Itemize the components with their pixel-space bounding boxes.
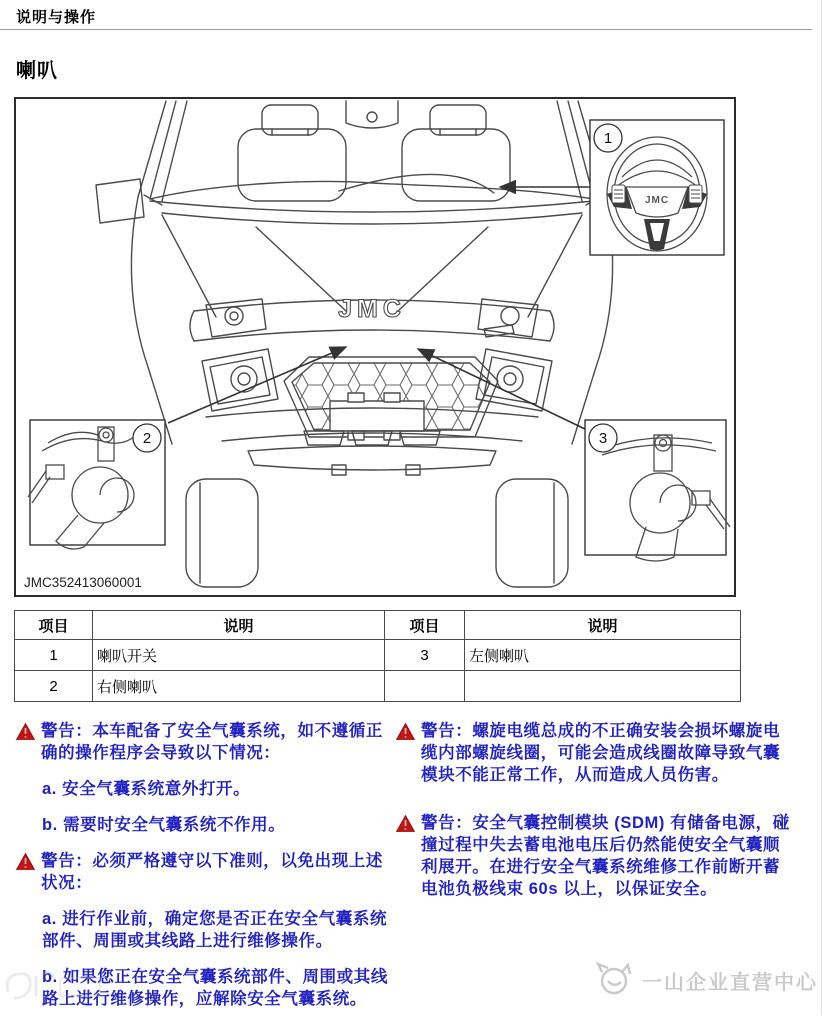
col-header-desc: 说明 <box>93 611 385 640</box>
item-desc: 喇叭开关 <box>93 640 385 671</box>
subitem-text: 进行作业前，确定您是否正在安全气囊系统部件、周围或其线路上进行维修操作。 <box>42 910 388 950</box>
warning-triangle-icon <box>396 815 415 832</box>
item-number: 1 <box>15 640 93 671</box>
legend-table <box>14 610 741 702</box>
warning-label: 警告： <box>421 722 473 740</box>
warning-label: 警告： <box>41 852 93 870</box>
warning-label: 警告： <box>41 722 93 740</box>
warning-text: 本车配备了安全气囊系统，如不遵循正确的操作程序会导致以下情况： <box>41 722 384 762</box>
brand-name: 一山企业直营中心 <box>642 971 818 994</box>
horn-location-figure <box>14 97 736 597</box>
item-desc: 右侧喇叭 <box>93 671 385 702</box>
warning-subitem <box>16 908 390 952</box>
callout-number-2: 2 <box>142 430 152 447</box>
inset-left-horn <box>585 420 730 561</box>
col-header-desc: 说明 <box>465 611 741 640</box>
subitem-text: 安全气囊系统意外打开。 <box>62 780 251 798</box>
page-title: 喇叭 <box>16 60 58 82</box>
warning-text: 安全气囊控制模块 (SDM) 有储备电源，碰撞过程中失去蓄电池电压后仍然能使安全气囊顺利展开。在进行安全气囊系统维修工作前断开蓄电池负极线束 60s 以上，以保证安全。 <box>421 814 790 898</box>
warning-block <box>16 720 390 764</box>
steering-wheel-logo: JMC <box>644 195 670 206</box>
warning-label: 警告： <box>421 814 473 832</box>
table-row <box>15 640 741 671</box>
inset-right-horn <box>28 420 165 549</box>
vehicle-front-diagram <box>16 99 734 595</box>
table-row <box>15 671 741 702</box>
subitem-label: a. <box>42 780 57 798</box>
item-desc <box>465 671 741 702</box>
subitem-text: 如果您正在安全气囊系统部件、周围或其线路上进行维修操作，应解除安全气囊系统。 <box>42 968 388 1008</box>
warning-triangle-icon <box>396 723 415 740</box>
footer-brand <box>592 962 818 998</box>
warning-block <box>396 812 796 900</box>
table-header-row <box>15 611 741 640</box>
warning-text: 螺旋电缆总成的不正确安装会损坏螺旋电缆内部螺旋线圈，可能会造成线圈故障导致气囊模块不能正常工作，从而造成人员伤害。 <box>421 722 781 784</box>
warning-triangle-icon <box>16 853 35 870</box>
header-divider <box>0 29 812 30</box>
inset-steering-wheel <box>590 120 724 255</box>
item-number: 2 <box>15 671 93 702</box>
breadcrumb: 说明与操作 <box>16 9 97 26</box>
warning-block <box>396 720 796 786</box>
callout-number-1: 1 <box>603 130 613 147</box>
warning-text: 必须严格遵守以下准则，以免出现上述状况： <box>41 852 384 892</box>
brand-logo-icon <box>592 962 636 998</box>
col-header-item: 项目 <box>385 611 465 640</box>
warnings-right-column <box>396 720 796 926</box>
watermark <box>2 962 112 1012</box>
subitem-label: a. <box>42 910 57 928</box>
col-header-item: 项目 <box>15 611 93 640</box>
item-number <box>385 671 465 702</box>
warning-subitem <box>16 778 390 800</box>
callout-number-3: 3 <box>598 430 608 447</box>
vehicle-hood-logo: JMC <box>338 295 406 323</box>
warning-subitem <box>16 814 390 836</box>
warning-triangle-icon <box>16 723 35 740</box>
subitem-label: b. <box>42 968 58 986</box>
truck-front-view <box>96 101 648 587</box>
figure-id-label: JMC352413060001 <box>24 575 142 590</box>
warning-block <box>16 850 390 894</box>
subitem-text: 需要时安全气囊系统不作用。 <box>63 816 286 834</box>
item-number: 3 <box>385 640 465 671</box>
subitem-label: b. <box>42 816 58 834</box>
item-desc: 左侧喇叭 <box>465 640 741 671</box>
